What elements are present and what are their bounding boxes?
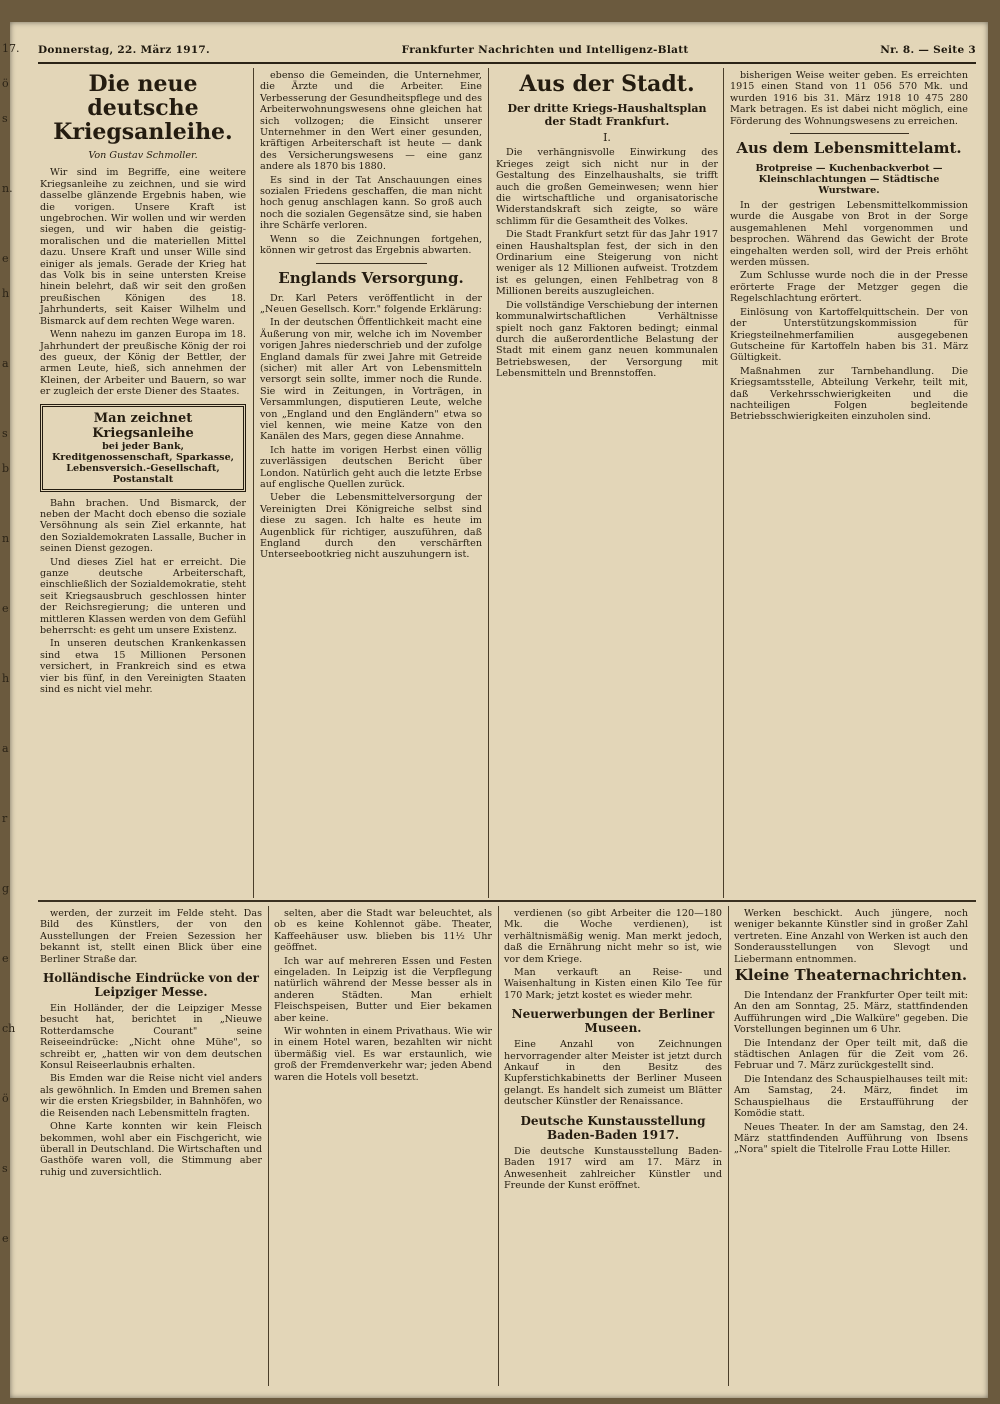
margin-fragment (2, 1197, 36, 1210)
margin-fragment: b (2, 462, 10, 475)
column-rule (498, 906, 499, 1386)
article-title: Deutsche Kunstausstellung Baden-Baden 1917. (520, 1113, 706, 1142)
margin-fragment: ö (2, 1092, 9, 1105)
article-subtitle: Der dritte Kriegs-Haushaltsplan der Stadt Frankfurt. (507, 102, 707, 128)
paragraph: Ich war auf mehreren Essen und Festen eingeladen. In Leipzig ist die Verpflegung natürlich während der Messe besser als in anderen Städten. Man erhielt Fleischspeisen, Butter und Eier bekamen aber keine. (274, 955, 492, 1024)
article-leipziger-messe (40, 908, 262, 1386)
paragraph: Maßnahmen zur Tarnbehandlung. Die Kriegsamtsstelle, Abteilung Verkehr, teilt mit, daß Verkehrsschwierigkeiten und die nachteiligen Folgen begleitende Betriebsschwierigkeiten einzuholen sind. (730, 365, 968, 423)
margin-fragment: s (2, 427, 8, 440)
margin-fragment (2, 217, 36, 230)
part-numeral: I. (603, 131, 611, 144)
margin-fragment (2, 987, 36, 1000)
issue-date: Donnerstag, 22. März 1917. (38, 44, 210, 56)
paragraph: Dr. Karl Peters veröffentlicht in der „Neuen Gesellsch. Korr." folgende Erklärung: (260, 292, 482, 315)
column-rule (723, 68, 724, 898)
paragraph: bisherigen Weise weiter geben. Es erreichten 1915 einen Stand von 11 056 570 Mk. und wurden 1916 bis 31. März 1918 10 475 280 Mark betragen. Es ist dabei nicht möglich, eine Förderung des Wohnungswesens zu erreichen. (730, 70, 968, 127)
margin-fragment: a (2, 742, 9, 755)
section-title: Aus der Stadt. (519, 71, 695, 97)
paragraph: Zum Schlusse wurde noch die in der Presse erörterte Frage der Metzger gegen die Regelschlachtung erörtert. (730, 270, 968, 305)
margin-fragment (2, 322, 36, 335)
margin-fragment (2, 1057, 36, 1070)
margin-fragment: e (2, 252, 9, 265)
article-aus-der-stadt (496, 70, 718, 896)
article-museen-kunstausstellung (504, 908, 722, 1386)
margin-fragment: n. (2, 182, 13, 195)
paragraph: Neues Theater. In der am Samstag, den 24. März stattfindenden Aufführung von Ibsens „Nora" spielt die Titelrolle Frau Lotte Hiller. (734, 1121, 968, 1156)
ad-subtitle: bei jeder Bank, Kreditgenossenschaft, Sparkasse, Lebensversich.-Gesellschaft, Postanstalt (51, 440, 235, 485)
margin-fragment: h (2, 672, 10, 685)
paragraph: Wenn so die Zeichnungen fortgehen, können wir getrost das Ergebnis abwarten. (260, 233, 482, 257)
paragraph: Die vollständige Verschiebung der internen kommunalwirtschaftlichen Verhältnisse spielt noch ganz Faktoren bedingt; einmal durch die außerordentliche Belastung der Stadt mit einem ganz neuen kommunalen Betriebswesen, der Versorgung mit Lebensmitteln und Brennstoffen. (496, 299, 718, 380)
article-byline: Von Gustav Schmoller. (88, 150, 198, 161)
margin-fragment: ch (2, 1022, 16, 1035)
margin-fragment (2, 497, 36, 510)
margin-fragment: 17. (2, 42, 20, 55)
margin-fragment: ö (2, 77, 9, 90)
margin-fragment: e (2, 952, 9, 965)
paragraph: Wenn nahezu im ganzen Europa im 18. Jahrhundert der preußische König der roi des gueux, der König der Bettler, der armen Leute, hieß, sich annehmen der Kleinen, der Arbeiter und Bauern, so war er zugleich der erste Diener des Staates. (40, 329, 246, 398)
margin-fragment: s (2, 112, 8, 125)
article-title: Kleine Theaternachrichten. (734, 966, 968, 985)
separator (790, 133, 909, 134)
article-title: Neuerwerbungen der Berliner Museen. (511, 1007, 715, 1036)
margin-fragment (2, 847, 36, 860)
column-rule (728, 906, 729, 1386)
margin-fragment: e (2, 1232, 9, 1245)
paragraph: In unseren deutschen Krankenkassen sind etwa 15 Millionen Personen versichert, in Frankreich sind es etwa vier bis fünf, in den Vereinigten Staaten sind es nicht viel mehr. (40, 638, 246, 696)
paragraph: verdienen (so gibt Arbeiter die 120—180 Mk. die Woche verdienen), ist verhältnismäßig wenig. Man merkt jedoch, daß die Ernährung nicht mehr so ist, wie vor dem Kriege. (504, 908, 722, 965)
margin-fragment: s (2, 1162, 8, 1175)
margin-fragment: a (2, 357, 9, 370)
paragraph: Die deutsche Kunstausstellung Baden-Baden 1917 wird am 17. März in Anwesenheit zahlreicher Künstler und Freunde der Kunst eröffnet. (504, 1145, 722, 1191)
article-title: Englands Versorgung. (278, 268, 464, 287)
margin-fragment: h (2, 287, 10, 300)
previous-page-margin (2, 42, 36, 1382)
paragraph: Die Stadt Frankfurt setzt für das Jahr 1917 einen Haushaltsplan fest, der sich in den Ordinarium eine Steigerung von nicht weniger als 12 Millionen aufweist. Trotzdem ist es gelungen, einen Fehlbetrag von 8 Millionen bereits auszugleichen. (496, 229, 718, 298)
paragraph: Einlösung von Kartoffelquittschein. Der von der Unterstützungskommission für Kriegsteilnehmerfamilien ausgegebenen Gutscheine für Kartoffeln haben bis 31. März Gültigkeit. (730, 306, 968, 364)
margin-fragment (2, 917, 36, 930)
column-rule (253, 68, 254, 898)
article-englands-versorgung (260, 70, 482, 896)
paragraph: Ich hatte im vorigen Herbst einen völlig zuverlässigen deutschen Bericht über London. Natürlich geht auch die letzte Erbse auf englische Quellen zurück. (260, 444, 482, 490)
paragraph: Wir sind im Begriffe, eine weitere Kriegsanleihe zu zeichnen, und sie wird dasselbe glänzende Ergebnis haben, wie die vorigen. Unsere Kraft ist ungebrochen. Wir wollen und wir werden siegen, und wir haben die geistig-moralischen und die materiellen Mittel dazu. Unsere Kraft und unser Wille sind einiger als jemals. Gerade der Krieg hat das Volk bis in seine untersten Kreise hinein belehrt, daß wir seit den großen preußischen Königen des 18. Jahrhunderts, seit Kaiser Wilhelm und Bismarck auf dem rechten Wege waren. (40, 167, 246, 327)
margin-fragment (2, 707, 36, 720)
article-kriegsanleihe (40, 70, 246, 896)
war-bond-advertisement (40, 404, 246, 492)
column-rule (268, 906, 269, 1386)
paragraph: Die Intendanz der Oper teilt mit, daß die städtischen Anlagen für die Zeit vom 26. Februar und 7. März zurückgestellt sind. (734, 1037, 968, 1072)
article-title: Aus dem Lebensmittelamt. (736, 139, 962, 158)
margin-fragment (2, 777, 36, 790)
article-leipziger-messe-continued (274, 908, 492, 1386)
paragraph: In der deutschen Öffentlichkeit macht eine Äußerung von mir, welche ich im November vorigen Jahres niederschrieb und der zufolge England damals für zwei Jahre mit Getreide (sicher) mit aller Art von Lebensmitteln versorgt sein sollte, immer noch die Runde. Sie wird in Zeitungen, in Vorträgen, in Versammlungen, disputieren Leute, welche von „England und den Engländern" etwa so viel kennen, wie meine Katze von den Kanälen des Mars, gegen diese Annahme. (260, 317, 482, 443)
header-rule (38, 62, 976, 64)
ad-title: Man zeichnet Kriegsanleihe (92, 410, 194, 441)
paragraph: Die verhängnisvolle Einwirkung des Krieges zeigt sich nicht nur in der Gestaltung des Einzelhaushalts, sie trifft auch die großen Gemeinwesen; wenn hier die wirtschaftliche und organisatorische Widerstandskraft sich zeigte, so wäre schlimm für die Gesamtheit des Volkes. (496, 147, 718, 227)
margin-fragment (2, 567, 36, 580)
margin-fragment: g (2, 882, 10, 895)
paragraph: Ein Holländer, der die Leipziger Messe besucht hat, berichtet in „Nieuwe Rotterdamsche Courant" seine Reiseeindrücke: „Nicht ohne Mühe", so schreibt er, „hatten wir von dem deutschen Konsul Reiseerlaubnis erhalten. (40, 1003, 262, 1072)
paragraph: Es sind in der Tat Anschauungen eines sozialen Friedens geschaffen, die man nicht hoch genug anschlagen kann. So groß auch noch die sozialen Gegensätze sind, sie haben ihre Schärfe verloren. (260, 174, 482, 232)
margin-fragment (2, 147, 36, 160)
article-title: Holländische Eindrücke von der Leipziger Messe. (42, 971, 260, 1000)
paragraph: In der gestrigen Lebensmittelkommission wurde die Ausgabe von Brot in der Sorge ausgemahlenen Mehl vorgenommen und besprochen. Während das Gewicht der Brote eingehalten werden soll, wird der Preis erhöht werden müssen. (730, 200, 968, 269)
paragraph: Eine Anzahl von Zeichnungen hervorragender alter Meister ist jetzt durch Ankauf in den Besitz des Kupferstichkabinetts der Berliner Museen gelangt. Es handelt sich zumeist um Blätter deutscher Künstler der Renaissance. (504, 1039, 722, 1108)
paragraph: Man verkauft an Reise- und Waisenhaltung in Kisten einen Kilo Tee für 170 Mark; jetzt kostet es wieder mehr. (504, 967, 722, 1001)
paragraph: ebenso die Gemeinden, die Unternehmer, die Ärzte und die Arbeiter. Eine Verbesserung der Gesundheitspflege und des Arbeiterwohnungswesens ohne gleichen hat sich vollzogen; die Einsicht unserer Unternehmer in den Wert einer gesunden, kräftigen Arbeiterschaft ist heute — dank des Versicherungswesens — eine ganz andere als 1870 bis 1880. (260, 70, 482, 173)
paragraph: werden, der zurzeit im Felde steht. Das Bild des Künstlers, der von den Ausstellungen der Freien Sezession her bekannt ist, stellt einen Blick über eine Berliner Straße dar. (40, 908, 262, 965)
margin-fragment (2, 1127, 36, 1140)
article-title: Die neue deutsche Kriegsanleihe. (53, 71, 233, 145)
paragraph: Die Intendanz der Frankfurter Oper teilt mit: An den am Sonntag, 25. März, stattfindenden Aufführungen wird „Die Walküre" gegeben. Die Vorstellungen beginnen um 6 Uhr. (734, 990, 968, 1036)
paper-name: Frankfurter Nachrichten und Intelligenz-Blatt (401, 44, 689, 56)
paragraph: Ohne Karte konnten wir kein Fleisch bekommen, wohl aber ein Fischgericht, wie überall in Deutschland. Die Wirtschaften und Gasthöfe waren voll, die Stimmung aber ruhig und zuversichtlich. (40, 1121, 262, 1178)
paragraph: Wir wohnten in einem Privathaus. Wie wir in einem Hotel waren, bezahlten wir nicht übermäßig viel. Es war erstaunlich, wie groß der Fremdenverkehr war; jeden Abend waren die Hotels voll besetzt. (274, 1026, 492, 1083)
margin-fragment (2, 637, 36, 650)
paragraph: Und dieses Ziel hat er erreicht. Die ganze deutsche Arbeiterschaft, einschließlich der Sozialdemokratie, steht seit Kriegsausbruch geschlossen hinter der Reichsregierung; die unteren und mittleren Klassen werden von dem Gefühl beherrscht: es geht um unsere Existenz. (40, 556, 246, 636)
paragraph: Werken beschickt. Auch jüngere, noch weniger bekannte Künstler sind in großer Zahl vertreten. Eine Anzahl von Werken ist auch den Sonderausstellungen von Slevogt und Liebermann entnommen. (734, 908, 968, 965)
article-theaternachrichten (734, 908, 968, 1386)
paragraph: selten, aber die Stadt war beleuchtet, als ob es keine Kohlennot gäbe. Theater, Kaffeehäuser usw. blieben bis 11½ Uhr geöffnet. (274, 908, 492, 954)
margin-fragment: n (2, 532, 10, 545)
margin-fragment (2, 392, 36, 405)
column-rule (488, 68, 489, 898)
page-header (38, 40, 976, 60)
section-divider (38, 900, 976, 902)
margin-fragment: e (2, 602, 9, 615)
paragraph: Ueber die Lebensmittelversorgung der Vereinigten Drei Königreiche selbst sind diese zu sagen. Ich halte es heute im Augenblick für richtiger, auszuführen, daß England durch den verschärften Unterseebootkrieg nicht auszuhungern ist. (260, 492, 482, 561)
newspaper-page (2, 22, 988, 1398)
article-subtitle: Brotpreise — Kuchenbackverbot — Kleinschlachtungen — Städtische Wurstware. (755, 163, 943, 197)
paragraph: Bis Emden war die Reise nicht viel anders als gewöhnlich. In Emden und Bremen sahen wir die ersten Kriegsbilder, in Bahnhöfen, wo die Reisenden nach Lebensmitteln fragten. (40, 1073, 262, 1119)
article-lebensmittelamt (730, 70, 968, 896)
margin-fragment: r (2, 812, 8, 825)
paragraph: Die Intendanz des Schauspielhauses teilt mit: Am Samstag, 24. März, findet im Schauspielhaus die Erstaufführung der Komödie statt. (734, 1073, 968, 1120)
paragraph: Bahn brachen. Und Bismarck, der neben der Macht doch ebenso die soziale Versöhnung als sein Ziel erkannte, hat den Sozialdemokraten Lassalle, Bucher in seinen Dienst gezogen. (40, 497, 246, 555)
page-number: Nr. 8. — Seite 3 (880, 44, 976, 56)
separator (316, 263, 427, 264)
